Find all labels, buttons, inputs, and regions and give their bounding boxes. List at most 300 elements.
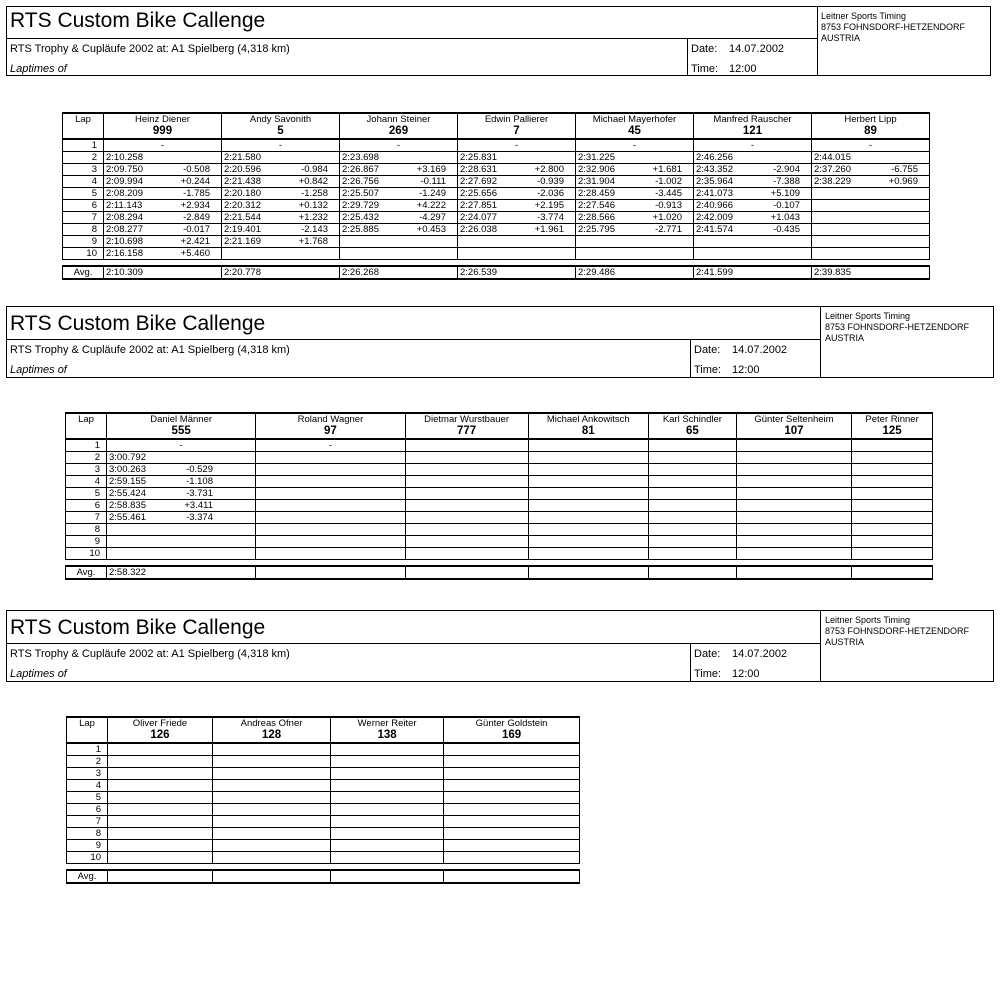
lap-diff: +2.800 — [534, 164, 564, 175]
table-row — [63, 164, 930, 176]
rider-number: 121 — [742, 125, 763, 137]
lap-cell — [104, 176, 222, 188]
lap-cell — [212, 756, 330, 768]
lap-cell — [458, 236, 576, 248]
lap-cell — [222, 164, 340, 176]
lap-time: 2:16.158 — [106, 248, 143, 259]
lap-cell — [107, 476, 256, 488]
rider-column-header — [222, 113, 340, 139]
lap-cell — [694, 139, 812, 152]
company-info — [821, 11, 965, 44]
lap-cell — [528, 512, 648, 524]
lap-time: 2:41.574 — [696, 224, 733, 235]
rider-name: Peter Rinner — [865, 414, 919, 425]
rider-number: 65 — [685, 425, 699, 437]
lap-cell — [694, 188, 812, 200]
report-header-2 — [6, 306, 994, 378]
lap-cell — [104, 212, 222, 224]
lap-diff: +1.768 — [298, 236, 328, 247]
lap-diff: -3.731 — [186, 488, 213, 499]
rider-column-header — [812, 113, 930, 139]
company-info — [825, 615, 969, 648]
rider-number: 125 — [882, 425, 902, 437]
lap-cell — [458, 164, 576, 176]
event-title: RTS Custom Bike Callenge — [10, 312, 266, 335]
lap-diff: -0.939 — [537, 176, 564, 187]
lap-cell — [256, 452, 405, 464]
time-value: 12:00 — [732, 364, 760, 376]
lap-cell — [212, 816, 330, 828]
lap-time: 2:55.461 — [109, 512, 146, 523]
lap-time: - — [750, 140, 755, 151]
table-row — [67, 756, 580, 768]
lap-cell — [405, 500, 528, 512]
lap-cell — [736, 524, 851, 536]
avg-value — [852, 566, 933, 579]
event-subtitle: RTS Trophy & Cupläufe 2002 at: A1 Spielberg (4,318 km) — [10, 344, 290, 356]
lap-diff: +1.020 — [652, 212, 682, 223]
lap-cell — [576, 164, 694, 176]
lap-cell — [340, 236, 458, 248]
lap-cell — [458, 176, 576, 188]
rider-name: Heinz Diener — [135, 114, 190, 125]
table-row — [67, 840, 580, 852]
lap-cell — [648, 512, 736, 524]
lap-column-header: Lap — [63, 113, 104, 139]
avg-value — [222, 266, 340, 279]
lap-cell — [736, 439, 851, 452]
lap-diff: +1.043 — [770, 212, 800, 223]
lap-cell — [458, 139, 576, 152]
company-info — [825, 311, 969, 344]
lap-cell — [458, 212, 576, 224]
lap-time: 2:38.229 — [814, 176, 851, 187]
lap-cell — [405, 452, 528, 464]
lap-cell — [331, 804, 444, 816]
lap-time: - — [514, 140, 519, 151]
lap-cell — [648, 524, 736, 536]
rider-column-header — [256, 413, 405, 439]
lap-time: 2:21.169 — [224, 236, 261, 247]
lap-time: 2:10.698 — [106, 236, 143, 247]
lap-cell — [812, 224, 930, 236]
lap-cell — [458, 200, 576, 212]
lap-time: 2:20.596 — [224, 164, 261, 175]
lap-number: 7 — [66, 512, 107, 524]
lap-cell — [104, 152, 222, 164]
rider-number: 7 — [513, 125, 520, 137]
lap-time: 2:20.312 — [224, 200, 261, 211]
event-title: RTS Custom Bike Callenge — [10, 616, 266, 639]
lap-number: 7 — [67, 816, 108, 828]
event-title: RTS Custom Bike Callenge — [10, 9, 266, 32]
rider-number: 45 — [628, 125, 641, 137]
lap-time: 2:09.994 — [106, 176, 143, 187]
rider-number: 97 — [324, 425, 337, 437]
table-row — [63, 224, 930, 236]
lap-time: 2:20.180 — [224, 188, 261, 199]
rider-column-header — [444, 717, 580, 743]
lap-diff: +2.195 — [534, 200, 564, 211]
avg-value — [104, 266, 222, 279]
table-row — [63, 152, 930, 164]
lap-time: - — [278, 140, 283, 151]
table-row — [63, 248, 930, 260]
avg-time: 2:26.268 — [342, 267, 379, 278]
lap-cell — [812, 139, 930, 152]
lap-cell — [736, 512, 851, 524]
lap-number: 3 — [63, 164, 104, 176]
lap-cell — [108, 768, 213, 780]
lap-cell — [104, 139, 222, 152]
rider-name: Günter Seltenheim — [754, 414, 834, 425]
laptimes-table-3 — [66, 716, 580, 884]
average-row — [63, 266, 930, 279]
time-value: 12:00 — [732, 668, 760, 680]
lap-diff: +5.460 — [180, 248, 210, 259]
lap-diff: -2.849 — [183, 212, 210, 223]
lap-cell — [648, 439, 736, 452]
avg-value — [331, 870, 444, 883]
lap-cell — [576, 139, 694, 152]
rider-column-header — [852, 413, 933, 439]
lap-cell — [852, 548, 933, 560]
lap-diff: +2.934 — [180, 200, 210, 211]
avg-label: Avg. — [63, 266, 104, 279]
avg-value — [736, 566, 851, 579]
rider-number: 555 — [171, 425, 191, 437]
lap-time: 2:58.835 — [109, 500, 146, 511]
lap-diff: -0.508 — [183, 164, 210, 175]
lap-cell — [528, 439, 648, 452]
lap-time: - — [160, 140, 165, 151]
lap-diff: -0.913 — [655, 200, 682, 211]
lap-time: 2:26.038 — [460, 224, 497, 235]
lap-cell — [340, 224, 458, 236]
lap-diff: -2.143 — [301, 224, 328, 235]
table-row — [66, 536, 933, 548]
lap-cell — [107, 464, 256, 476]
lap-time: 2:23.698 — [342, 152, 379, 163]
lap-number: 2 — [67, 756, 108, 768]
lap-cell — [852, 476, 933, 488]
lap-time: 2:35.964 — [696, 176, 733, 187]
lap-diff: +1.961 — [534, 224, 564, 235]
lap-cell — [340, 152, 458, 164]
lap-cell — [256, 548, 405, 560]
avg-value — [812, 266, 930, 279]
lap-cell — [694, 200, 812, 212]
lap-number: 6 — [63, 200, 104, 212]
rider-name: Andy Savonith — [249, 114, 312, 125]
lap-cell — [444, 756, 580, 768]
table-row — [67, 768, 580, 780]
lap-cell — [736, 536, 851, 548]
lap-number: 4 — [67, 780, 108, 792]
lap-cell — [212, 852, 330, 864]
lap-time: 2:25.885 — [342, 224, 379, 235]
lap-cell — [528, 488, 648, 500]
lap-diff: -0.107 — [773, 200, 800, 211]
lap-time: 2:28.566 — [578, 212, 615, 223]
lap-cell — [852, 512, 933, 524]
avg-time: 2:10.309 — [106, 267, 143, 278]
lap-time: 2:42.009 — [696, 212, 733, 223]
avg-value — [108, 870, 213, 883]
lap-cell — [458, 224, 576, 236]
lap-number: 5 — [67, 792, 108, 804]
lap-cell — [340, 248, 458, 260]
lap-cell — [222, 212, 340, 224]
rider-name: Johann Steiner — [366, 114, 431, 125]
lap-number: 2 — [66, 452, 107, 464]
table-row — [67, 780, 580, 792]
lap-time: 2:25.831 — [460, 152, 497, 163]
lap-cell — [458, 152, 576, 164]
lap-cell — [576, 200, 694, 212]
lap-cell — [331, 780, 444, 792]
lap-cell — [576, 248, 694, 260]
lap-number: 10 — [63, 248, 104, 260]
rider-name: Karl Schindler — [662, 414, 722, 425]
lap-time: 2:44.015 — [814, 152, 851, 163]
lap-cell — [528, 464, 648, 476]
rider-number: 999 — [152, 125, 173, 137]
rider-name: Michael Mayerhofer — [592, 114, 677, 125]
lap-cell — [648, 536, 736, 548]
company-name: Leitner Sports Timing — [825, 615, 911, 625]
lap-time: 2:46.256 — [696, 152, 733, 163]
lap-diff: -4.297 — [419, 212, 446, 223]
lap-cell — [340, 188, 458, 200]
lap-time: 2:08.277 — [106, 224, 143, 235]
table-row — [63, 212, 930, 224]
lap-cell — [694, 248, 812, 260]
lap-cell — [256, 439, 405, 452]
lap-cell — [107, 512, 256, 524]
rider-name: Daniel Männer — [150, 414, 213, 425]
lap-cell — [812, 236, 930, 248]
lap-number: 4 — [63, 176, 104, 188]
lap-diff: +2.421 — [180, 236, 210, 247]
lap-time: 2:37.260 — [814, 164, 851, 175]
lap-diff: -0.529 — [186, 464, 213, 475]
lap-number: 8 — [67, 828, 108, 840]
lap-time: - — [179, 440, 183, 451]
lap-cell — [212, 743, 330, 756]
report-type: Laptimes of — [10, 63, 67, 75]
date-label: Date: — [694, 344, 721, 356]
lap-cell — [108, 828, 213, 840]
avg-time: 2:41.599 — [696, 267, 733, 278]
lap-cell — [340, 200, 458, 212]
lap-cell — [576, 224, 694, 236]
lap-cell — [104, 200, 222, 212]
event-subtitle: RTS Trophy & Cupläufe 2002 at: A1 Spielberg (4,318 km) — [10, 648, 290, 660]
lap-cell — [331, 816, 444, 828]
lap-cell — [812, 200, 930, 212]
avg-value — [212, 870, 330, 883]
rider-name: Edwin Pallierer — [484, 114, 549, 125]
lap-cell — [107, 452, 256, 464]
lap-cell — [576, 236, 694, 248]
lap-cell — [331, 840, 444, 852]
lap-diff: -2.036 — [537, 188, 564, 199]
lap-time: 2:43.352 — [696, 164, 733, 175]
lap-diff: +0.969 — [888, 176, 918, 187]
lap-number: 1 — [63, 139, 104, 152]
avg-value — [107, 566, 256, 579]
rider-name: Michael Ankowitsch — [546, 414, 630, 425]
lap-cell — [256, 488, 405, 500]
avg-value — [528, 566, 648, 579]
rider-number: 5 — [277, 125, 284, 137]
lap-cell — [256, 512, 405, 524]
lap-number: 6 — [66, 500, 107, 512]
lap-cell — [405, 488, 528, 500]
table-row — [67, 828, 580, 840]
lap-cell — [340, 139, 458, 152]
lap-cell — [340, 164, 458, 176]
lap-time: 2:08.294 — [106, 212, 143, 223]
rider-name: Roland Wagner — [297, 414, 364, 425]
lap-number: 9 — [63, 236, 104, 248]
lap-cell — [107, 488, 256, 500]
lap-time: 2:09.750 — [106, 164, 143, 175]
lap-number: 5 — [63, 188, 104, 200]
lap-cell — [222, 152, 340, 164]
lap-diff: +0.132 — [298, 200, 328, 211]
lap-cell — [576, 212, 694, 224]
avg-time: 2:58.322 — [109, 567, 146, 578]
lap-cell — [104, 248, 222, 260]
lap-cell — [812, 152, 930, 164]
table-row — [66, 500, 933, 512]
event-subtitle: RTS Trophy & Cupläufe 2002 at: A1 Spielberg (4,318 km) — [10, 43, 290, 55]
lap-number: 7 — [63, 212, 104, 224]
lap-cell — [528, 548, 648, 560]
avg-value — [256, 566, 405, 579]
lap-diff: +3.411 — [184, 500, 213, 511]
table-row — [66, 512, 933, 524]
lap-cell — [212, 792, 330, 804]
lap-cell — [405, 439, 528, 452]
average-row — [67, 870, 580, 883]
lap-number: 3 — [67, 768, 108, 780]
company-country: AUSTRIA — [821, 33, 861, 43]
lap-time: 2:11.143 — [106, 200, 143, 211]
company-country: AUSTRIA — [825, 333, 865, 343]
lap-cell — [340, 176, 458, 188]
lap-cell — [736, 488, 851, 500]
lap-cell — [444, 852, 580, 864]
lap-cell — [812, 164, 930, 176]
lap-diff: -0.435 — [773, 224, 800, 235]
lap-cell — [222, 224, 340, 236]
lap-cell — [458, 248, 576, 260]
lap-cell — [648, 548, 736, 560]
table-row — [67, 852, 580, 864]
lap-time: 2:27.546 — [578, 200, 615, 211]
table-row — [63, 139, 930, 152]
lap-time: 2:40.966 — [696, 200, 733, 211]
rider-column-header — [694, 113, 812, 139]
rider-column-header — [104, 113, 222, 139]
lap-cell — [444, 780, 580, 792]
avg-value — [340, 266, 458, 279]
lap-cell — [736, 548, 851, 560]
report-type: Laptimes of — [10, 364, 67, 376]
avg-value — [648, 566, 736, 579]
lap-cell — [694, 224, 812, 236]
table-row — [63, 188, 930, 200]
rider-column-header — [576, 113, 694, 139]
table-row — [66, 476, 933, 488]
lap-cell — [222, 236, 340, 248]
lap-cell — [694, 212, 812, 224]
lap-cell — [256, 500, 405, 512]
lap-time: 2:27.692 — [460, 176, 497, 187]
lap-time: 3:00.263 — [109, 464, 146, 475]
average-row — [66, 566, 933, 579]
lap-cell — [108, 852, 213, 864]
lap-cell — [331, 852, 444, 864]
lap-cell — [222, 188, 340, 200]
rider-name: Werner Reiter — [357, 718, 417, 729]
lap-column-header: Lap — [67, 717, 108, 743]
lap-column-header: Lap — [66, 413, 107, 439]
lap-time: 2:21.438 — [224, 176, 261, 187]
lap-cell — [107, 524, 256, 536]
lap-cell — [852, 488, 933, 500]
lap-time: 2:31.225 — [578, 152, 615, 163]
lap-cell — [444, 743, 580, 756]
lap-cell — [212, 768, 330, 780]
table-row — [66, 548, 933, 560]
table-row — [66, 524, 933, 536]
lap-cell — [331, 792, 444, 804]
rider-column-header — [212, 717, 330, 743]
rider-number: 138 — [377, 729, 397, 741]
lap-cell — [108, 804, 213, 816]
lap-time: - — [328, 440, 332, 451]
lap-cell — [212, 828, 330, 840]
lap-diff: -1.785 — [183, 188, 210, 199]
rider-column-header — [648, 413, 736, 439]
lap-cell — [852, 536, 933, 548]
lap-cell — [331, 768, 444, 780]
table-row — [67, 743, 580, 756]
lap-number: 8 — [63, 224, 104, 236]
lap-cell — [405, 464, 528, 476]
lap-diff: +5.109 — [770, 188, 800, 199]
lap-number: 1 — [66, 439, 107, 452]
lap-diff: +0.453 — [416, 224, 446, 235]
lap-diff: +0.842 — [298, 176, 328, 187]
lap-time: 2:19.401 — [224, 224, 261, 235]
lap-cell — [107, 536, 256, 548]
lap-number: 6 — [67, 804, 108, 816]
time-label: Time: — [694, 364, 722, 376]
rider-name: Günter Goldstein — [475, 718, 548, 729]
lap-time: 2:25.432 — [342, 212, 379, 223]
lap-number: 5 — [66, 488, 107, 500]
company-name: Leitner Sports Timing — [821, 11, 907, 21]
lap-cell — [104, 188, 222, 200]
header-row — [63, 113, 930, 139]
time-label: Time: — [691, 63, 719, 75]
lap-time: 2:24.077 — [460, 212, 497, 223]
